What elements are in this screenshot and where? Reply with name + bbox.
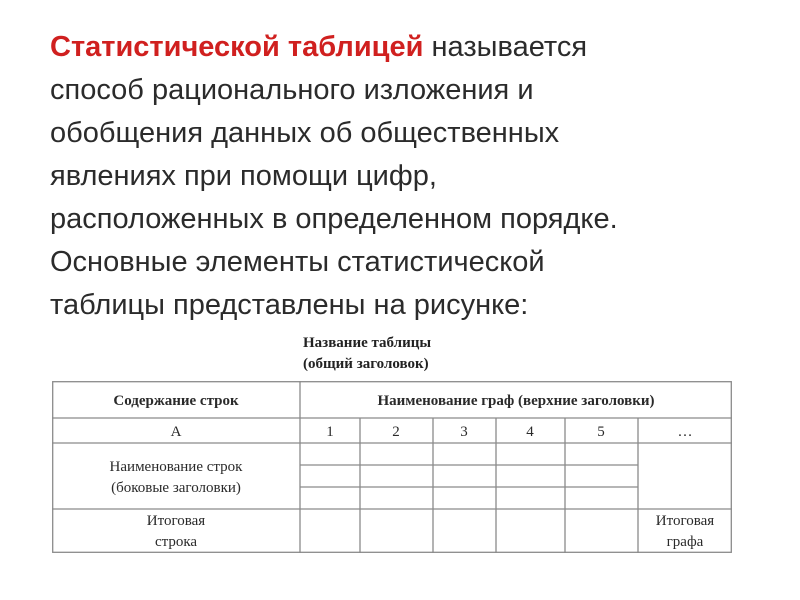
column-number-3: 3 xyxy=(460,424,468,440)
table-grid-svg xyxy=(52,381,732,553)
column-number-5: 5 xyxy=(597,424,605,440)
total-row-label-2: строка xyxy=(154,534,198,550)
header-rows-label: Содержание строк xyxy=(113,393,239,409)
column-number-1: 1 xyxy=(326,424,334,440)
column-number-2: 2 xyxy=(392,424,400,440)
row-names-note: (боковые заголовки) xyxy=(111,480,241,496)
definition-line-1-rest: называется xyxy=(423,31,588,63)
column-number-4: 4 xyxy=(526,424,534,440)
total-column-label-2: графа xyxy=(666,534,704,550)
definition-line-4: явлениях при помощи цифр, xyxy=(50,160,437,192)
definition-paragraph xyxy=(50,26,770,327)
total-column-label-1: Итоговая xyxy=(655,513,715,529)
table-title-note: (общий заголовок) xyxy=(303,356,429,372)
definition-line-2: способ рационального изложения и xyxy=(50,74,534,106)
index-cell-a: А xyxy=(170,424,182,440)
table-title: Название таблицы xyxy=(303,335,432,351)
definition-line-1 xyxy=(50,26,770,69)
definition-line-6: Основные элементы статистической xyxy=(50,246,545,278)
column-number-ellipsis: … xyxy=(677,424,693,440)
header-columns-label: Наименование граф (верхние заголовки) xyxy=(377,393,655,409)
definition-term: Статистической таблицей xyxy=(50,31,424,63)
row-names-label: Наименование строк xyxy=(109,459,243,475)
definition-line-5: расположенных в определенном порядке. xyxy=(50,203,618,235)
total-row-label-1: Итоговая xyxy=(146,513,206,529)
statistical-table-diagram xyxy=(52,381,732,553)
definition-line-7: таблицы представлены на рисунке: xyxy=(50,289,529,321)
definition-line-3: обобщения данных об общественных xyxy=(50,117,560,149)
